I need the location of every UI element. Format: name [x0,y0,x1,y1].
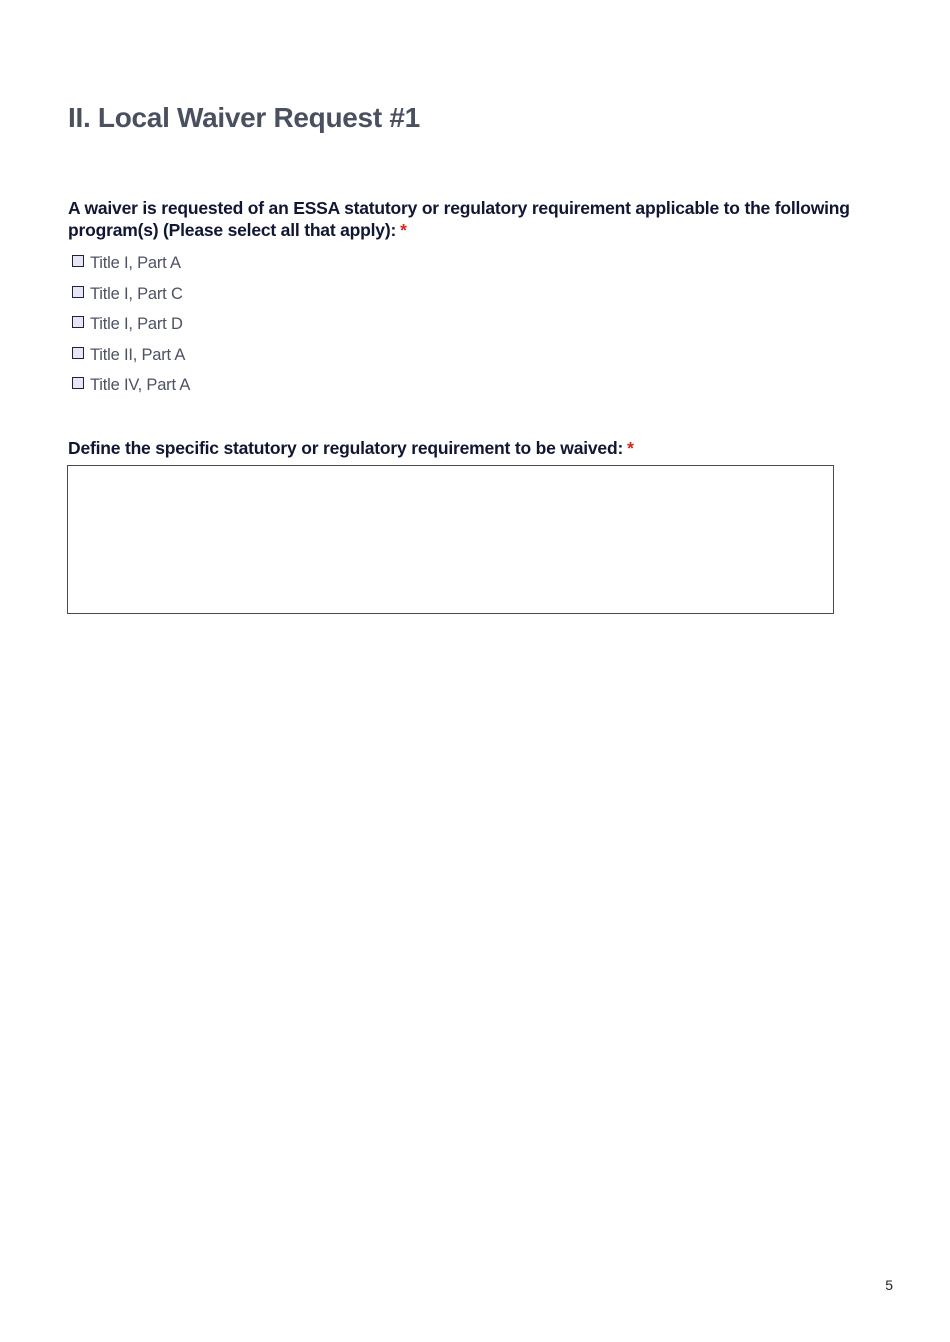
program-option-title-4-part-a[interactable] [72,374,190,405]
program-checkbox-list [72,252,190,405]
programs-question-label [68,197,878,241]
checkbox[interactable] [72,286,84,298]
required-marker: * [627,438,634,458]
program-option-title-1-part-c[interactable] [72,283,190,314]
page-number: 5 [885,1277,893,1293]
program-option-label: Title I, Part A [90,254,181,272]
programs-question-text: A waiver is requested of an ESSA statutory or regulatory requirement applicable to the following program(s) (Please select all that apply): [68,198,850,240]
program-option-label: Title I, Part C [90,284,183,303]
requirement-question-label [68,437,878,459]
requirement-text-field[interactable] [67,465,834,614]
program-option-label: Title II, Part A [90,345,186,364]
page-title: II. Local Waiver Request #1 [68,102,420,133]
required-marker: * [400,220,407,240]
requirement-question-text: Define the specific statutory or regulatory requirement to be waived: [68,438,624,458]
program-option-label: Title I, Part D [90,315,183,333]
program-option-title-2-part-a[interactable] [72,344,190,375]
checkbox[interactable] [72,347,84,359]
program-option-title-1-part-d[interactable] [72,313,190,344]
program-option-label: Title IV, Part A [90,376,191,394]
checkbox[interactable] [72,377,84,389]
program-option-title-1-part-a[interactable] [72,252,190,283]
checkbox[interactable] [72,255,84,267]
checkbox[interactable] [72,316,84,328]
